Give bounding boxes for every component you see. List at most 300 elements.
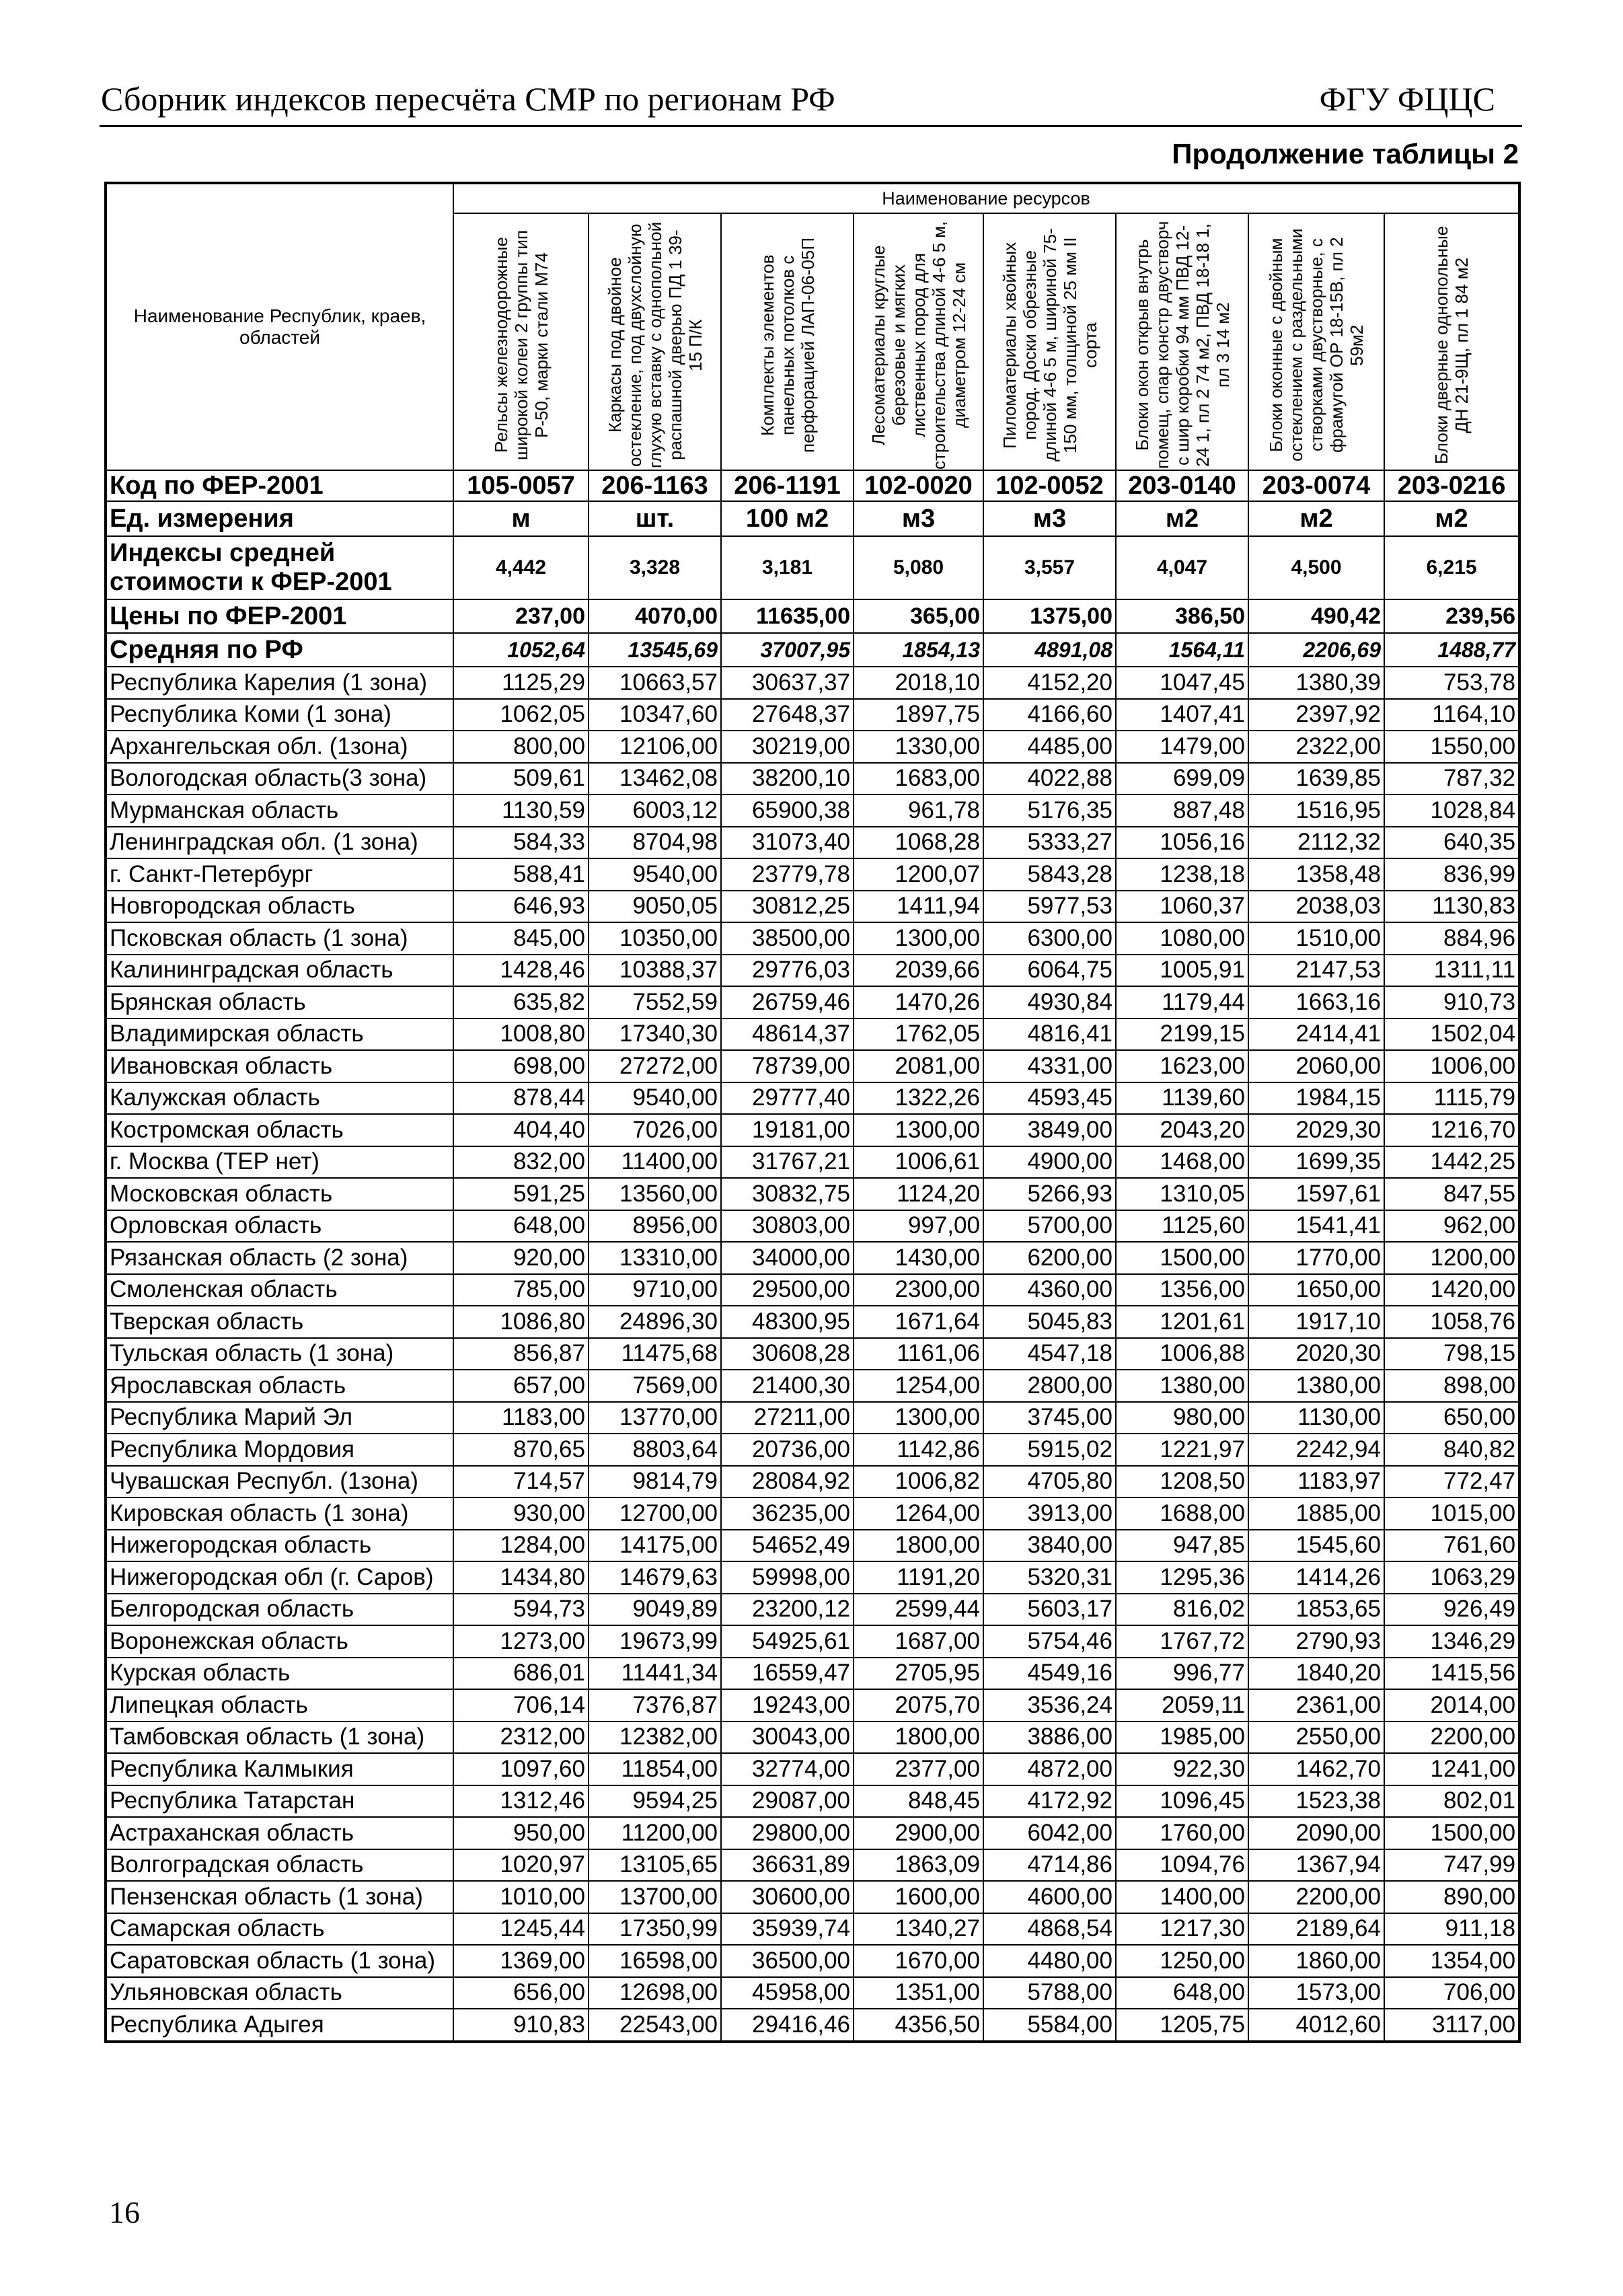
price-cell: 21400,30 xyxy=(721,1370,854,1402)
price-cell: 19673,99 xyxy=(589,1625,721,1658)
price-cell: 5584,00 xyxy=(983,2009,1116,2042)
price-cell: 13770,00 xyxy=(589,1402,721,1434)
price-cell: 2705,95 xyxy=(854,1658,983,1690)
fer-code: 102-0052 xyxy=(983,470,1116,501)
price-cell: 8704,98 xyxy=(589,827,721,859)
region-name: Нижегородская обл (г. Саров) xyxy=(106,1561,453,1594)
price-cell: 23200,12 xyxy=(721,1594,854,1626)
price-cell: 1284,00 xyxy=(453,1530,589,1562)
resources-header: Наименование ресурсов xyxy=(453,183,1519,213)
table-row xyxy=(106,891,1519,923)
region-name: Владимирская область xyxy=(106,1019,453,1051)
price-cell: 1216,70 xyxy=(1384,1114,1519,1146)
region-name: Волгоградская область xyxy=(106,1849,453,1882)
price-cell: 1623,00 xyxy=(1116,1050,1248,1082)
price-cell: 996,77 xyxy=(1116,1658,1248,1690)
index-value: 5,080 xyxy=(854,536,983,599)
fer-code-row xyxy=(106,470,1519,501)
price-cell: 594,73 xyxy=(453,1594,589,1626)
price-cell: 7376,87 xyxy=(589,1689,721,1721)
price-cell: 1420,00 xyxy=(1384,1274,1519,1306)
region-name: Смоленская область xyxy=(106,1274,453,1306)
price-cell: 2200,00 xyxy=(1248,1881,1384,1913)
price-cell: 910,83 xyxy=(453,2009,589,2042)
price-cell: 761,60 xyxy=(1384,1530,1519,1562)
price-cell: 1550,00 xyxy=(1384,731,1519,763)
region-name: Курская область xyxy=(106,1658,453,1690)
price-cell: 714,57 xyxy=(453,1466,589,1498)
region-name: Республика Марий Эл xyxy=(106,1402,453,1434)
price-cell: 884,96 xyxy=(1384,922,1519,955)
price-cell: 1523,38 xyxy=(1248,1785,1384,1818)
price-cell: 2322,00 xyxy=(1248,731,1384,763)
price-cell: 1767,72 xyxy=(1116,1625,1248,1658)
price-cell: 20736,00 xyxy=(721,1434,854,1466)
price-cell: 2200,00 xyxy=(1384,1721,1519,1754)
price-cell: 832,00 xyxy=(453,1146,589,1179)
price-cell: 5045,83 xyxy=(983,1306,1116,1338)
price-cell: 657,00 xyxy=(453,1370,589,1402)
price-cell: 10347,60 xyxy=(589,699,721,731)
price-cell: 54925,61 xyxy=(721,1625,854,1658)
resource-column-header xyxy=(1248,213,1384,470)
resource-column-header xyxy=(453,213,589,470)
resource-name: Блоки оконные с двойным остеклением с раздельными створками двустворные, с фрамугой ОР 18-15В, пл 2 59м2 xyxy=(1266,228,1367,462)
table-row xyxy=(106,1721,1519,1754)
unit: м2 xyxy=(1116,501,1248,536)
region-name: Тверская область xyxy=(106,1306,453,1338)
price-cell: 1062,05 xyxy=(453,699,589,731)
price-cell: 11200,00 xyxy=(589,1817,721,1849)
price-cell: 4485,00 xyxy=(983,731,1116,763)
price-cell: 7026,00 xyxy=(589,1114,721,1146)
price-cell: 1300,00 xyxy=(854,1402,983,1434)
price-cell: 1201,61 xyxy=(1116,1306,1248,1338)
price-cell: 36631,89 xyxy=(721,1849,854,1882)
price-cell: 1358,48 xyxy=(1248,858,1384,891)
price-index-table xyxy=(104,182,1521,2043)
table-row xyxy=(106,699,1519,731)
resource-name: Каркасы под двойное остекление, под двухслойную глухую вставку с однопольной распашной дверью ПД 1 39-15 П/К xyxy=(604,221,706,469)
region-name: Ленинградская обл. (1 зона) xyxy=(106,827,453,859)
region-name: Саратовская область (1 зона) xyxy=(106,1945,453,1977)
price-cell: 4360,00 xyxy=(983,1274,1116,1306)
price-cell: 1264,00 xyxy=(854,1497,983,1530)
price-cell: 635,82 xyxy=(453,986,589,1019)
index-value-row xyxy=(106,536,1519,599)
price-cell: 29776,03 xyxy=(721,955,854,987)
price-cell: 23779,78 xyxy=(721,858,854,891)
price-cell: 4356,50 xyxy=(854,2009,983,2042)
price-cell: 1351,00 xyxy=(854,1977,983,2009)
fer-code: 203-0216 xyxy=(1384,470,1519,501)
price-cell: 4705,80 xyxy=(983,1466,1116,1498)
region-name: Архангельская обл. (1зона) xyxy=(106,731,453,763)
price-cell: 2060,00 xyxy=(1248,1050,1384,1082)
document-title: Сборник индексов пересчёта СМР по регионам РФ xyxy=(101,80,835,118)
price-cell: 1430,00 xyxy=(854,1242,983,1274)
price-cell: 6300,00 xyxy=(983,922,1116,955)
price-cell: 997,00 xyxy=(854,1210,983,1243)
table-row xyxy=(106,1178,1519,1210)
price-cell: 1346,29 xyxy=(1384,1625,1519,1658)
price-cell: 1254,00 xyxy=(854,1370,983,1402)
price-cell: 2147,53 xyxy=(1248,955,1384,987)
region-name: г. Санкт-Петербург xyxy=(106,858,453,891)
price-cell: 699,09 xyxy=(1116,763,1248,795)
unit: м3 xyxy=(983,501,1116,536)
price-cell: 4868,54 xyxy=(983,1913,1116,1946)
index-value: 4,047 xyxy=(1116,536,1248,599)
price-cell: 947,85 xyxy=(1116,1530,1248,1562)
region-column-header: Наименование Республик, краев, областей xyxy=(106,183,453,470)
price-cell: 1006,88 xyxy=(1116,1338,1248,1370)
average-price: 37007,95 xyxy=(721,633,854,667)
fer-price: 237,00 xyxy=(453,599,589,633)
code-label: Код по ФЕР-2001 xyxy=(106,470,453,501)
price-cell: 54652,49 xyxy=(721,1530,854,1562)
price-cell: 1028,84 xyxy=(1384,794,1519,827)
price-cell: 45958,00 xyxy=(721,1977,854,2009)
region-name: Мурманская область xyxy=(106,794,453,827)
price-cell: 1191,20 xyxy=(854,1561,983,1594)
price-cell: 11441,34 xyxy=(589,1658,721,1690)
price-cell: 1161,06 xyxy=(854,1338,983,1370)
price-cell: 9710,00 xyxy=(589,1274,721,1306)
price-cell: 648,00 xyxy=(453,1210,589,1243)
price-cell: 1597,61 xyxy=(1248,1178,1384,1210)
table-row xyxy=(106,1434,1519,1466)
resource-name: Рельсы железнодорожные широкой колеи 2 группы тип Р-50, марки стали М74 xyxy=(490,229,552,461)
price-cell: 5977,53 xyxy=(983,891,1116,923)
price-cell: 1770,00 xyxy=(1248,1242,1384,1274)
price-cell: 961,78 xyxy=(854,794,983,827)
price-cell: 930,00 xyxy=(453,1497,589,1530)
price-cell: 4547,18 xyxy=(983,1338,1116,1370)
price-cell: 34000,00 xyxy=(721,1242,854,1274)
price-cell: 1115,79 xyxy=(1384,1082,1519,1115)
resource-name: Блоки окон открыв внутрь помещ, спар констр двустворч с шир коробки 94 мм ПВД 12-24 1, пл 2 74 м2, ПВД 18-18 1, пл 3 14 м2 xyxy=(1131,221,1233,470)
price-cell: 686,01 xyxy=(453,1658,589,1690)
price-cell: 30043,00 xyxy=(721,1721,854,1754)
price-cell: 3117,00 xyxy=(1384,2009,1519,2042)
index-value: 3,328 xyxy=(589,536,721,599)
average-price: 1564,11 xyxy=(1116,633,1248,667)
unit-row xyxy=(106,501,1519,536)
price-cell: 798,15 xyxy=(1384,1338,1519,1370)
price-cell: 4480,00 xyxy=(983,1945,1116,1977)
price-cell: 24896,30 xyxy=(589,1306,721,1338)
page-number: 16 xyxy=(109,2195,140,2229)
price-cell: 2039,66 xyxy=(854,955,983,987)
table-row xyxy=(106,1945,1519,1977)
fer-price: 1375,00 xyxy=(983,599,1116,633)
table-row xyxy=(106,986,1519,1019)
price-cell: 1367,94 xyxy=(1248,1849,1384,1882)
price-cell: 747,99 xyxy=(1384,1849,1519,1882)
index-value: 6,215 xyxy=(1384,536,1519,599)
table-row xyxy=(106,1019,1519,1051)
fer-code: 203-0074 xyxy=(1248,470,1384,501)
price-cell: 7569,00 xyxy=(589,1370,721,1402)
price-cell: 1238,18 xyxy=(1116,858,1248,891)
price-cell: 1124,20 xyxy=(854,1178,983,1210)
price-cell: 1800,00 xyxy=(854,1530,983,1562)
price-cell: 1573,00 xyxy=(1248,1977,1384,2009)
price-cell: 1183,00 xyxy=(453,1402,589,1434)
price-cell: 588,41 xyxy=(453,858,589,891)
price-cell: 12106,00 xyxy=(589,731,721,763)
region-name: Нижегородская область xyxy=(106,1530,453,1562)
price-cell: 4166,60 xyxy=(983,699,1116,731)
price-cell: 1080,00 xyxy=(1116,922,1248,955)
price-cell: 3840,00 xyxy=(983,1530,1116,1562)
table-row xyxy=(106,922,1519,955)
price-cell: 29777,40 xyxy=(721,1082,854,1115)
table-row xyxy=(106,1530,1519,1562)
price-cell: 1984,15 xyxy=(1248,1082,1384,1115)
price-cell: 1502,04 xyxy=(1384,1019,1519,1051)
average-price: 1854,13 xyxy=(854,633,983,667)
price-cell: 1311,11 xyxy=(1384,955,1519,987)
price-cell: 816,02 xyxy=(1116,1594,1248,1626)
price-cell: 5176,35 xyxy=(983,794,1116,827)
price-cell: 878,44 xyxy=(453,1082,589,1115)
price-cell: 8803,64 xyxy=(589,1434,721,1466)
price-cell: 30219,00 xyxy=(721,731,854,763)
price-cell: 1183,97 xyxy=(1248,1466,1384,1498)
unit-label: Ед. измерения xyxy=(106,501,453,536)
price-cell: 2081,00 xyxy=(854,1050,983,1082)
resource-column-header xyxy=(854,213,983,470)
price-cell: 3745,00 xyxy=(983,1402,1116,1434)
region-name: Астраханская область xyxy=(106,1817,453,1849)
price-cell: 1250,00 xyxy=(1116,1945,1248,1977)
price-cell: 6003,12 xyxy=(589,794,721,827)
region-name: Костромская область xyxy=(106,1114,453,1146)
price-cell: 1241,00 xyxy=(1384,1753,1519,1785)
header-divider xyxy=(100,125,1522,127)
price-cell: 4900,00 xyxy=(983,1146,1116,1179)
unit: м xyxy=(453,501,589,536)
region-name: Чувашская Республ. (1зона) xyxy=(106,1466,453,1498)
resource-column-header xyxy=(983,213,1116,470)
fer-code: 102-0020 xyxy=(854,470,983,501)
table-row xyxy=(106,1689,1519,1721)
unit: м2 xyxy=(1248,501,1384,536)
table-row xyxy=(106,1242,1519,1274)
price-cell: 2020,30 xyxy=(1248,1338,1384,1370)
price-cell: 17340,30 xyxy=(589,1019,721,1051)
price-cell: 12700,00 xyxy=(589,1497,721,1530)
price-cell: 1917,10 xyxy=(1248,1306,1384,1338)
price-cell: 1330,00 xyxy=(854,731,983,763)
price-cell: 1687,00 xyxy=(854,1625,983,1658)
fer-price: 4070,00 xyxy=(589,599,721,633)
price-cell: 1300,00 xyxy=(854,922,983,955)
table-row xyxy=(106,1306,1519,1338)
price-cell: 4549,16 xyxy=(983,1658,1116,1690)
price-cell: 926,49 xyxy=(1384,1594,1519,1626)
price-cell: 1853,65 xyxy=(1248,1594,1384,1626)
region-name: Московская область xyxy=(106,1178,453,1210)
price-cell: 4172,92 xyxy=(983,1785,1116,1818)
region-name: Республика Мордовия xyxy=(106,1434,453,1466)
price-cell: 1650,00 xyxy=(1248,1274,1384,1306)
table-row xyxy=(106,1977,1519,2009)
price-cell: 1699,35 xyxy=(1248,1146,1384,1179)
price-cell: 1217,30 xyxy=(1116,1913,1248,1946)
price-cell: 1470,26 xyxy=(854,986,983,1019)
price-cell: 8956,00 xyxy=(589,1210,721,1243)
price-cell: 1164,10 xyxy=(1384,699,1519,731)
price-cell: 910,73 xyxy=(1384,986,1519,1019)
price-cell: 29087,00 xyxy=(721,1785,854,1818)
region-name: Липецкая область xyxy=(106,1689,453,1721)
price-cell: 5843,28 xyxy=(983,858,1116,891)
price-cell: 2800,00 xyxy=(983,1370,1116,1402)
average-price: 4891,08 xyxy=(983,633,1116,667)
price-cell: 9049,89 xyxy=(589,1594,721,1626)
price-cell: 2090,00 xyxy=(1248,1817,1384,1849)
price-cell: 591,25 xyxy=(453,1178,589,1210)
price-cell: 1380,00 xyxy=(1116,1370,1248,1402)
fer-price: 239,56 xyxy=(1384,599,1519,633)
price-cell: 1545,60 xyxy=(1248,1530,1384,1562)
price-cell: 4331,00 xyxy=(983,1050,1116,1082)
table-row xyxy=(106,1146,1519,1179)
price-cell: 2377,00 xyxy=(854,1753,983,1785)
price-cell: 848,45 xyxy=(854,1785,983,1818)
price-cell: 35939,74 xyxy=(721,1913,854,1946)
price-cell: 1500,00 xyxy=(1384,1817,1519,1849)
price-cell: 1008,80 xyxy=(453,1019,589,1051)
price-cell: 887,48 xyxy=(1116,794,1248,827)
price-cell: 1434,80 xyxy=(453,1561,589,1594)
table-row xyxy=(106,794,1519,827)
price-cell: 2029,30 xyxy=(1248,1114,1384,1146)
price-cell: 646,93 xyxy=(453,891,589,923)
price-cell: 870,65 xyxy=(453,1434,589,1466)
price-cell: 706,00 xyxy=(1384,1977,1519,2009)
price-cell: 30608,28 xyxy=(721,1338,854,1370)
table-row xyxy=(106,1913,1519,1946)
price-cell: 2075,70 xyxy=(854,1689,983,1721)
price-cell: 1020,97 xyxy=(453,1849,589,1882)
price-cell: 890,00 xyxy=(1384,1881,1519,1913)
price-cell: 30832,75 xyxy=(721,1178,854,1210)
price-cell: 14175,00 xyxy=(589,1530,721,1562)
resource-column-header xyxy=(589,213,721,470)
price-label: Цены по ФЕР-2001 xyxy=(106,599,453,633)
price-cell: 30803,00 xyxy=(721,1210,854,1243)
price-cell: 1094,76 xyxy=(1116,1849,1248,1882)
price-cell: 802,01 xyxy=(1384,1785,1519,1818)
price-cell: 27272,00 xyxy=(589,1050,721,1082)
resource-name: Комплекты элементов панельных потолков с перфорацией ЛАП-06-05П xyxy=(757,237,818,453)
fer-code: 206-1163 xyxy=(589,470,721,501)
price-cell: 1200,07 xyxy=(854,858,983,891)
price-cell: 1414,26 xyxy=(1248,1561,1384,1594)
price-cell: 962,00 xyxy=(1384,1210,1519,1243)
price-cell: 29500,00 xyxy=(721,1274,854,1306)
price-cell: 4012,60 xyxy=(1248,2009,1384,2042)
table-row xyxy=(106,1561,1519,1594)
resource-column-header xyxy=(1116,213,1248,470)
price-cell: 898,00 xyxy=(1384,1370,1519,1402)
price-cell: 2018,10 xyxy=(854,667,983,699)
price-cell: 5266,93 xyxy=(983,1178,1116,1210)
price-cell: 911,18 xyxy=(1384,1913,1519,1946)
price-cell: 1541,41 xyxy=(1248,1210,1384,1243)
price-cell: 22543,00 xyxy=(589,2009,721,2042)
price-cell: 11400,00 xyxy=(589,1146,721,1179)
price-cell: 11854,00 xyxy=(589,1753,721,1785)
fer-code: 203-0140 xyxy=(1116,470,1248,501)
price-cell: 31767,21 xyxy=(721,1146,854,1179)
price-cell: 11475,68 xyxy=(589,1338,721,1370)
price-cell: 856,87 xyxy=(453,1338,589,1370)
index-value: 4,442 xyxy=(453,536,589,599)
fer-price: 490,42 xyxy=(1248,599,1384,633)
price-cell: 1639,85 xyxy=(1248,763,1384,795)
table-row xyxy=(106,1114,1519,1146)
price-cell: 16559,47 xyxy=(721,1658,854,1690)
price-cell: 32774,00 xyxy=(721,1753,854,1785)
price-cell: 1479,00 xyxy=(1116,731,1248,763)
price-cell: 12382,00 xyxy=(589,1721,721,1754)
price-cell: 1407,41 xyxy=(1116,699,1248,731)
price-cell: 1205,75 xyxy=(1116,2009,1248,2042)
price-cell: 2038,03 xyxy=(1248,891,1384,923)
price-cell: 1442,25 xyxy=(1384,1146,1519,1179)
price-cell: 980,00 xyxy=(1116,1402,1248,1434)
region-name: Воронежская область xyxy=(106,1625,453,1658)
price-cell: 2112,32 xyxy=(1248,827,1384,859)
price-cell: 5700,00 xyxy=(983,1210,1116,1243)
price-cell: 3913,00 xyxy=(983,1497,1116,1530)
price-cell: 5788,00 xyxy=(983,1977,1116,2009)
price-cell: 65900,38 xyxy=(721,794,854,827)
price-cell: 5333,27 xyxy=(983,827,1116,859)
price-cell: 1354,00 xyxy=(1384,1945,1519,1977)
price-cell: 4593,45 xyxy=(983,1082,1116,1115)
price-cell: 1400,00 xyxy=(1116,1881,1248,1913)
price-cell: 836,99 xyxy=(1384,858,1519,891)
region-name: Республика Коми (1 зона) xyxy=(106,699,453,731)
region-name: Ульяновская область xyxy=(106,1977,453,2009)
price-cell: 9540,00 xyxy=(589,1082,721,1115)
region-name: Новгородская область xyxy=(106,891,453,923)
price-cell: 30600,00 xyxy=(721,1881,854,1913)
price-cell: 2043,20 xyxy=(1116,1114,1248,1146)
price-cell: 650,00 xyxy=(1384,1402,1519,1434)
price-cell: 6042,00 xyxy=(983,1817,1116,1849)
price-cell: 1063,29 xyxy=(1384,1561,1519,1594)
table-row xyxy=(106,1466,1519,1498)
fer-price: 11635,00 xyxy=(721,599,854,633)
price-cell: 1200,00 xyxy=(1384,1242,1519,1274)
price-cell: 1985,00 xyxy=(1116,1721,1248,1754)
price-cell: 2790,93 xyxy=(1248,1625,1384,1658)
price-cell: 4152,20 xyxy=(983,667,1116,699)
price-cell: 1130,83 xyxy=(1384,891,1519,923)
resource-column-header xyxy=(721,213,854,470)
price-cell: 1411,94 xyxy=(854,891,983,923)
price-cell: 30637,37 xyxy=(721,667,854,699)
table-row xyxy=(106,1625,1519,1658)
price-cell: 1840,20 xyxy=(1248,1658,1384,1690)
